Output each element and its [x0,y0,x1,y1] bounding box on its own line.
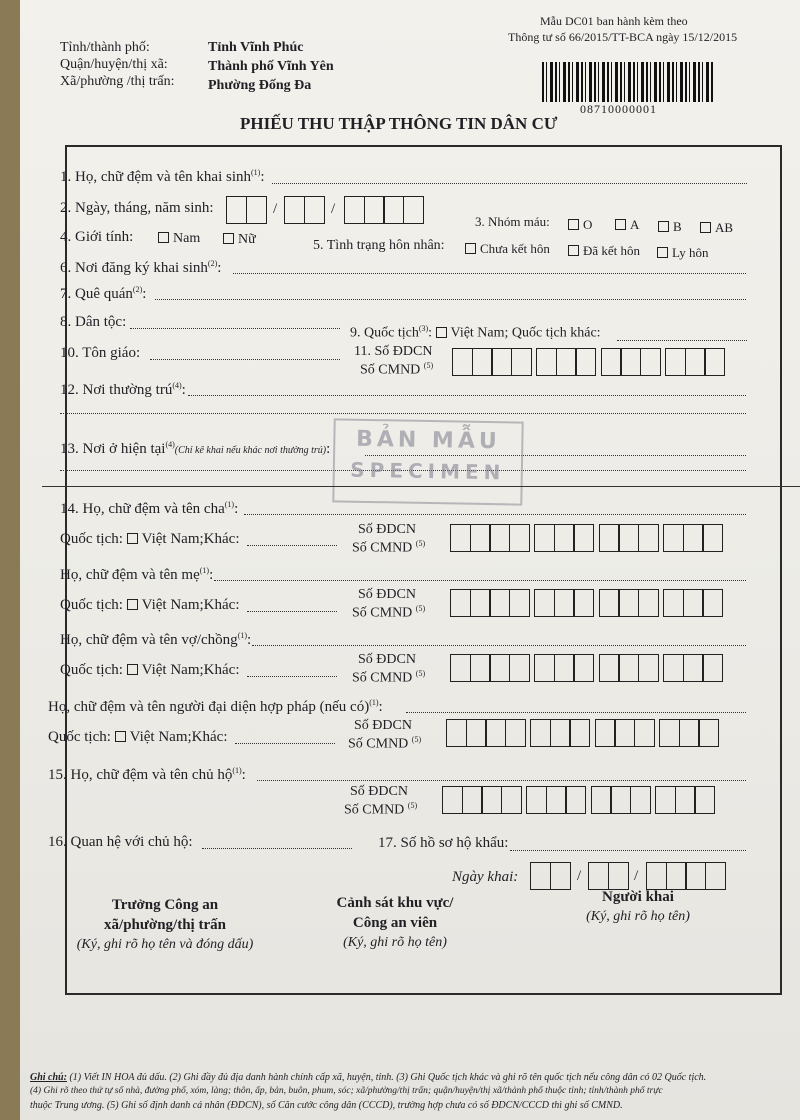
declarant-signature: Người khai (Ký, ghi rõ họ tên) [586,889,690,924]
field-10-label: 10. Tôn giáo: [60,345,141,361]
field-9-label: 9. Quốc tịch$^{(3)}$: Việt Nam; Quốc tịch khác: [350,324,601,341]
field-11-label-a: 11. Số ĐDCN [354,344,433,359]
id-boxes-head[interactable] [442,786,714,814]
field-4-label: 4. Giới tính: [60,229,134,245]
field-10-line[interactable] [150,359,340,360]
spouse-nationality: Quốc tịch: Việt Nam;Khác: [60,662,240,678]
field-6-label: 6. Nơi đăng ký khai $\sinh^{(2)}$: [60,259,222,276]
officer-signature: Cảnh sát khu vực/ Công an viên (Ký, ghi rõ họ tên) [336,895,454,950]
dob-year-boxes[interactable] [344,196,422,224]
field-1-line[interactable] [272,183,747,184]
dob-day-boxes[interactable] [226,196,265,224]
father-name-line[interactable] [244,514,746,515]
head-id-label-b: Số CMND $^{(5)}$ [344,801,418,818]
marital-single[interactable]: Chưa kết hôn [465,241,550,257]
barcode-number: 08710000001 [580,102,657,116]
mother-id-label-b: Số CMND $^{(5)}$ [352,604,426,621]
father-nat-other-line[interactable] [247,545,337,546]
blood-a[interactable]: A [615,217,639,233]
ward-value: Phường Đống Đa [208,78,312,93]
field-7-line[interactable] [155,299,746,300]
field-13-label: 13. Nơi ở hiện tại$^{(4)}$(Chỉ kê khai nếu khác nơi thường trú): [60,440,331,457]
father-id-label-b: Số CMND $^{(5)}$ [352,539,426,556]
form-paper: Mẫu DC01 ban hành kèm theo Thông tư số 66/2015/TT-BCA ngày 15/12/2015 08710000001 Tỉnh/thành phố: Tỉnh Vĩnh Phúc Quận/huyện/thị xã: Thành phố Vĩnh Yên Xã/phường /thị trấn: Phường Đống Đa PHIẾU THU THẬP THÔNG TIN DÂN CƯ 1. Họ, chữ đệm và tên khai $\sinh^{(1)}$: 2. Ngày, tháng, năm sinh: / / 3. Nhóm máu: O A B AB 4. Giới tính: Nam Nữ 5. Tình trạng hôn nhân: Chưa kết hôn Đã kết hôn Ly hôn 6. Nơi đăng ký khai $\sinh^{(2)}$: 7. Quê quán$^{(2)}$: 8. Dân tộc: 9. Quốc tịch$^{(3)}$: Việt Nam; Quốc tịch khác: 10. Tôn giáo: 11. Số ĐDCN Số CMND $^{(5)}$ 12. Nơi thường trú$^{(4)}$: 13. Nơi ở hiện tại$^{(4)}$(Chỉ kê khai nếu khác nơi thường trú): BẢN MẪU SPECIMEN 14. Họ, chữ đệm và tên cha$^{(1)}$: Quốc tịch: Việt Nam;Khác: Số ĐDCN Số CMND $^{(5)}$ Họ, chữ đệm và tên mẹ$^{(1)}$: Quốc tịch: Việt Nam;Khác: Số ĐDCN Số CMND $^{(5)}$ Họ, chữ đệm và tên vợ/chồng$^{(1)}$: Quốc tịch: Việt Nam;Khác: Số ĐDCN Số CMND $^{(5)}$ Họ, chữ đệm và tên người đại diện hợp pháp (nếu có)$^{(1)}$: Quốc tịch: Việt Nam;Khác: Số ĐDCN Số CMND $^{(5)}$ 15. Họ, chữ đệm và tên chủ hộ$^{(1)}$: Số ĐDCN Số CMND $^{(5)}$ 16. Quan hệ với chủ hộ: 17. Số hồ sơ hộ khẩu: Ngày khai: / / Trưởng Công an xã/phường/thị trấn (Ký, ghi rõ họ tên và đóng dấu) Cảnh sát khu vực/ Công an viên (Ký, ghi rõ họ tên) Người khai (Ký, ghi rõ họ tên) Ghi chú: (1) Viết IN HOA đủ dấu. (2) Ghi đầy đủ địa danh hành chính cấp xã, huyện, tỉnh. (3) Ghi Quốc tịch khác và ghi rõ tên quốc tịch nếu công dân có 02 Quốc tịch. (4) Ghi rõ theo thứ tự số nhà, đường phố, xóm, làng; thôn, ấp, bản, buôn, phum, sóc; xã/phường/thị trấn; quận/huyện/thị xã/thành phố thuộc tỉnh; tỉnh/thành phố trực thuộc Trung ương. (5) Ghi số định danh cá nhân (ĐDCN), số Căn cước công dân (CCCD), trường hợp chưa có số ĐDCN/CCCD thì ghi số CMND. [20,0,800,1120]
decl-day-boxes[interactable] [530,862,569,890]
field-12-line-2[interactable] [60,413,746,414]
spouse-label: Họ, chữ đệm và tên vợ/chồng$^{(1)}$: [60,631,252,648]
spouse-name-line[interactable] [252,645,746,646]
mother-nationality: Quốc tịch: Việt Nam;Khác: [60,597,240,613]
declaration-date-label: Ngày khai: [452,869,519,885]
province-value: Tỉnh Vĩnh Phúc [208,40,304,55]
rep-name-line[interactable] [406,712,746,713]
field-2-label: 2. Ngày, tháng, năm sinh: [60,200,214,216]
field-5-label: 5. Tình trạng hôn nhân: [313,238,445,253]
rep-label: Họ, chữ đệm và tên người đại diện hợp pháp (nếu có)$^{(1)}$: [48,698,383,715]
field-16-label: 16. Quan hệ với chủ hộ: [48,834,193,850]
field-3-label: 3. Nhóm máu: [475,214,550,229]
id-boxes-mother[interactable] [450,589,722,617]
id-boxes-self[interactable] [452,348,724,376]
id-boxes-spouse[interactable] [450,654,722,682]
dob-month-boxes[interactable] [284,196,323,224]
footnote-line-2: (4) Ghi rõ theo thứ tự số nhà, đường phố, xóm, làng; thôn, ấp, bản, buôn, phum, sóc; xã/phường/thị trấn; quận/huyện/thị xã/thành phố thuộc tỉnh; tỉnh/thành phố trực [30,1086,663,1096]
form-title: PHIẾU THU THẬP THÔNG TIN DÂN CƯ [240,114,558,133]
field-6-line[interactable] [233,273,746,274]
gender-male[interactable]: Nam [158,231,200,247]
field-15-label: 15. Họ, chữ đệm và tên chủ hộ$^{(1)}$: [48,766,246,783]
decl-year-boxes[interactable] [646,862,724,890]
field-8-label: 8. Dân tộc: [60,314,127,330]
spouse-id-label-a: Số ĐDCN [358,652,416,667]
blood-o[interactable]: O [568,217,592,233]
field-16-line[interactable] [202,848,352,849]
specimen-stamp: BẢN MẪU SPECIMEN [332,418,523,505]
father-nationality: Quốc tịch: Việt Nam;Khác: [60,531,240,547]
field-11-label-b: Số CMND $^{(5)}$ [360,361,434,378]
barcode [542,62,714,102]
ward-label: Xã/phường /thị trấn: [60,74,175,89]
id-boxes-father[interactable] [450,524,722,552]
blood-ab[interactable]: AB [700,220,733,236]
form-ref-line2: Thông tư số 66/2015/TT-BCA ngày 15/12/2015 [508,30,738,44]
rep-id-label-a: Số ĐDCN [354,718,412,733]
mother-nat-other-line[interactable] [247,611,337,612]
rep-nat-other-line[interactable] [235,743,335,744]
decl-month-boxes[interactable] [588,862,627,890]
mother-name-line[interactable] [214,580,746,581]
field-12-label: 12. Nơi thường trú$^{(4)}$: [60,381,186,398]
field-7-label: 7. Quê quán$^{(2)}$: [60,285,147,302]
footnote-line-3: thuộc Trung ương. (5) Ghi số định danh cá nhân (ĐDCN), số Căn cước công dân (CCCD), trường hợp chưa có số ĐDCN/CCCD thì ghi số CMND. [30,1100,623,1111]
blood-b[interactable]: B [658,219,682,235]
rep-id-label-b: Số CMND $^{(5)}$ [348,735,422,752]
father-id-label-a: Số ĐDCN [358,522,416,537]
mother-id-label-a: Số ĐDCN [358,587,416,602]
district-label: Quận/huyện/thị xã: [60,57,168,72]
field-14-label: 14. Họ, chữ đệm và tên cha$^{(1)}$: [60,500,239,517]
field-17-line[interactable] [510,850,746,851]
field-9-line[interactable] [617,340,747,341]
household-head-line[interactable] [257,780,746,781]
field-12-line-1[interactable] [188,395,746,396]
marital-married[interactable]: Đã kết hôn [568,243,640,259]
field-8-line[interactable] [130,328,340,329]
id-boxes-rep[interactable] [446,719,718,747]
spouse-nat-other-line[interactable] [247,676,337,677]
marital-divorced[interactable]: Ly hôn [657,245,708,261]
spouse-id-label-b: Số CMND $^{(5)}$ [352,669,426,686]
fold-line [42,486,800,487]
rep-nationality: Quốc tịch: Việt Nam;Khác: [48,729,228,745]
footnote-line-1: Ghi chú: (1) Viết IN HOA đủ dấu. (2) Ghi đầy đủ địa danh hành chính cấp xã, huyện, tỉnh. (3) Ghi Quốc tịch khác và ghi rõ tên quốc tịch nếu công dân có 02 Quốc tịch. [30,1072,707,1083]
field-17-label: 17. Số hồ sơ hộ khẩu: [378,835,509,851]
police-chief-signature: Trưởng Công an xã/phường/thị trấn (Ký, ghi rõ họ tên và đóng dấu) [76,897,254,952]
head-id-label-a: Số ĐDCN [350,784,408,799]
province-label: Tỉnh/thành phố: [60,40,150,55]
gender-female[interactable]: Nữ [223,232,256,248]
mother-label: Họ, chữ đệm và tên mẹ$^{(1)}$: [60,566,214,583]
form-ref-line1: Mẫu DC01 ban hành kèm theo [540,14,688,28]
field-1-label: 1. Họ, chữ đệm và tên khai $\sinh^{(1)}$: [60,168,265,185]
district-value: Thành phố Vĩnh Yên [208,59,334,74]
